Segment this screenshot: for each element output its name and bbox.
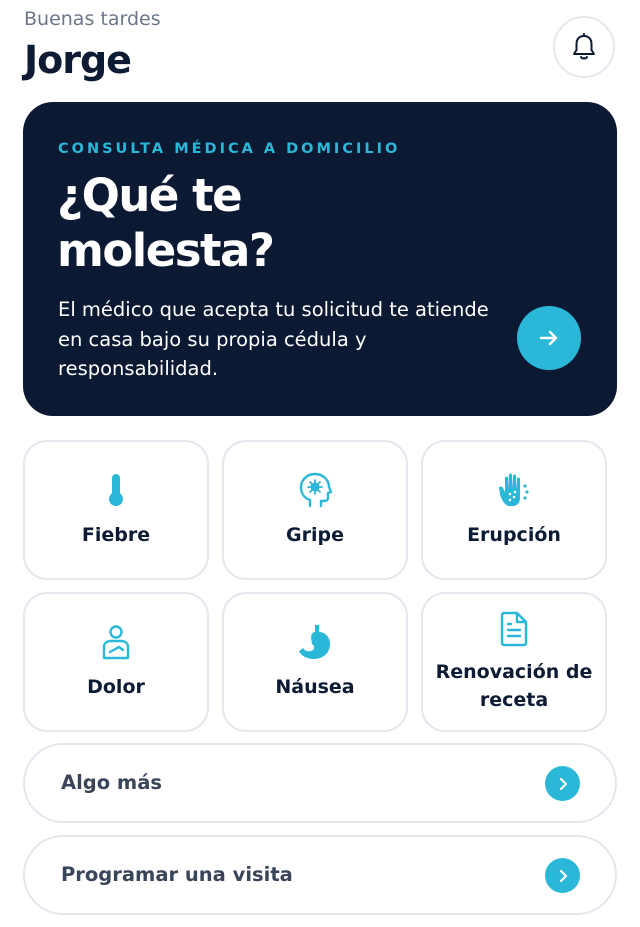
user-name: Jorge — [24, 38, 131, 82]
something-else-label: Algo más — [61, 771, 163, 794]
home-consultation-card[interactable] — [23, 102, 617, 416]
chevron-right-icon — [545, 766, 580, 801]
symptom-tile-renovacion-receta[interactable] — [421, 592, 607, 732]
hero-kicker: CONSULTA MÉDICA A DOMICILIO — [58, 141, 401, 157]
notifications-button[interactable] — [553, 16, 615, 78]
symptom-label: Náusea — [275, 676, 355, 698]
prescription-document-icon — [496, 611, 532, 647]
symptom-label: Fiebre — [81, 524, 151, 546]
person-pain-icon — [98, 624, 134, 660]
greeting-text: Buenas tardes — [24, 8, 161, 30]
something-else-row[interactable] — [23, 743, 617, 823]
symptom-label: Renovación de receta — [435, 661, 593, 711]
symptom-tile-dolor[interactable] — [23, 592, 209, 732]
symptom-label: Dolor — [87, 676, 145, 698]
symptom-tile-erupcion[interactable] — [421, 440, 607, 580]
symptom-tile-nausea[interactable] — [222, 592, 408, 732]
hero-title: ¿Qué te molesta? — [57, 169, 274, 277]
chevron-right-icon — [545, 858, 580, 893]
bell-icon — [571, 33, 597, 61]
hero-description: El médico que acepta tu solicitud te atiende en casa bajo su propia cédula y responsabilidad. — [58, 298, 489, 380]
hero-arrow-button[interactable] — [517, 306, 581, 370]
symptom-label: Erupción — [467, 524, 561, 546]
head-virus-icon — [297, 472, 333, 508]
arrow-right-icon — [537, 326, 561, 350]
symptom-label: Gripe — [286, 524, 344, 546]
schedule-visit-label: Programar una visita — [61, 863, 293, 886]
stomach-icon — [297, 624, 333, 660]
schedule-visit-row[interactable] — [23, 835, 617, 915]
symptom-tile-gripe[interactable] — [222, 440, 408, 580]
hand-rash-icon — [496, 472, 532, 508]
thermometer-icon — [98, 472, 134, 508]
symptom-tile-fiebre[interactable] — [23, 440, 209, 580]
